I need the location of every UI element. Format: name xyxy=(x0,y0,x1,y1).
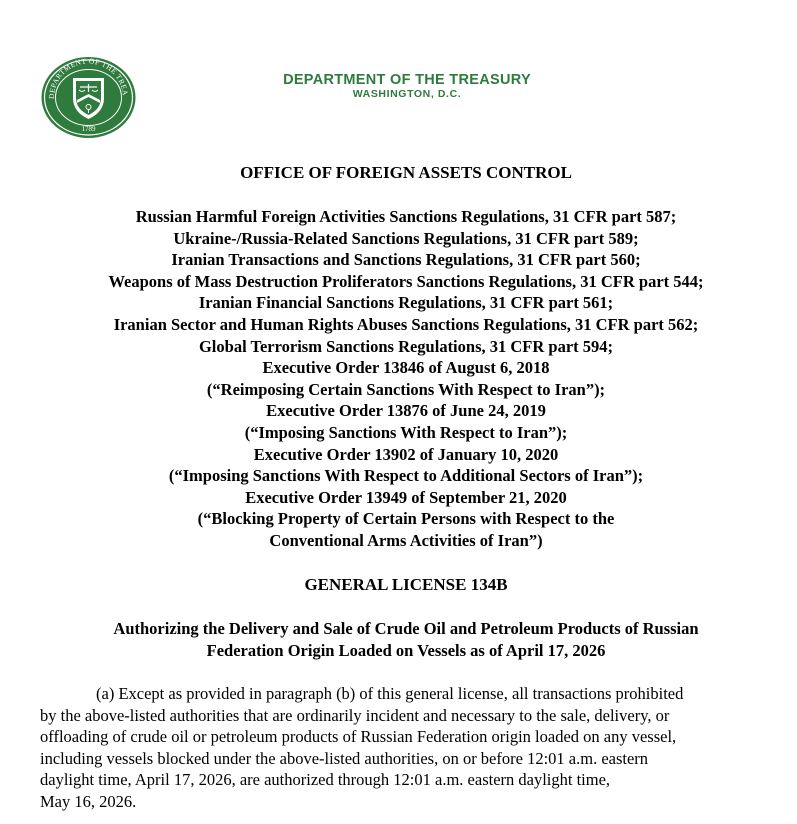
letterhead xyxy=(220,72,594,101)
department-name: DEPARTMENT OF THE TREASURY xyxy=(283,72,531,88)
authority-line: Executive Order 13902 of January 10, 2020 xyxy=(253,444,559,464)
authority-line: (“Imposing Sanctions With Respect to Iran”); xyxy=(244,422,568,442)
treasury-seal xyxy=(40,56,137,139)
authority-line: (“Blocking Property of Certain Persons with Respect to the xyxy=(197,509,615,529)
office-title: OFFICE OF FOREIGN ASSETS CONTROL xyxy=(240,163,572,182)
subject-line: Authorizing the Delivery and Sale of Crude Oil and Petroleum Products of Russian xyxy=(113,619,699,638)
paragraph-a xyxy=(40,683,780,813)
authority-line: Weapons of Mass Destruction Proliferators Sanctions Regulations, 31 CFR part 544; xyxy=(108,271,704,291)
authority-line: Iranian Sector and Human Rights Abuses Sanctions Regulations, 31 CFR part 562; xyxy=(113,314,699,334)
paragraph-line: by the above-listed authorities that are ordinarily incident and necessary to the sale, delivery, or xyxy=(40,705,670,725)
authority-line: Global Terrorism Sanctions Regulations, 31 CFR part 594; xyxy=(198,336,614,356)
authority-line: Ukraine-/Russia-Related Sanctions Regulations, 31 CFR part 589; xyxy=(173,228,639,248)
department-city: WASHINGTON, D.C. xyxy=(352,88,462,100)
license-title: GENERAL LICENSE 134B xyxy=(304,575,508,594)
authority-line: Executive Order 13949 of September 21, 2020 xyxy=(245,487,567,507)
seal-icon xyxy=(40,56,137,139)
authorities-list xyxy=(0,206,797,552)
seal-year: 1789 xyxy=(81,125,96,133)
authority-line: Executive Order 13876 of June 24, 2019 xyxy=(266,401,546,421)
authority-line: (“Reimposing Certain Sanctions With Respect to Iran”); xyxy=(206,379,606,399)
license-subject xyxy=(0,618,797,661)
subject-line: Federation Origin Loaded on Vessels as of April 17, 2026 xyxy=(206,640,606,660)
paragraph-line: offloading of crude oil or petroleum products of Russian Federation origin loaded on any vessel, xyxy=(40,727,677,747)
authority-line: Iranian Financial Sanctions Regulations, 31 CFR part 561; xyxy=(198,293,614,313)
authority-line: Russian Harmful Foreign Activities Sanctions Regulations, 31 CFR part 587; xyxy=(135,207,677,226)
paragraph-line: (a) Except as provided in paragraph (b) of this general license, all transactions prohibited xyxy=(96,684,684,703)
authority-line: Conventional Arms Activities of Iran”) xyxy=(269,530,543,550)
paragraph-line: daylight time, April 17, 2026, are authorized through 12:01 a.m. eastern daylight time, xyxy=(40,770,611,790)
paragraph-line: May 16, 2026. xyxy=(40,791,137,811)
authority-line: (“Imposing Sanctions With Respect to Additional Sectors of Iran”); xyxy=(168,466,644,486)
authority-line: Iranian Transactions and Sanctions Regulations, 31 CFR part 560; xyxy=(171,250,641,270)
paragraph-line: including vessels blocked under the above-listed authorities, on or before 12:01 a.m. eastern xyxy=(40,748,649,768)
authority-line: Executive Order 13846 of August 6, 2018 xyxy=(262,358,550,378)
seal-ring-text: DEPARTMENT OF THE TREA xyxy=(46,56,130,100)
